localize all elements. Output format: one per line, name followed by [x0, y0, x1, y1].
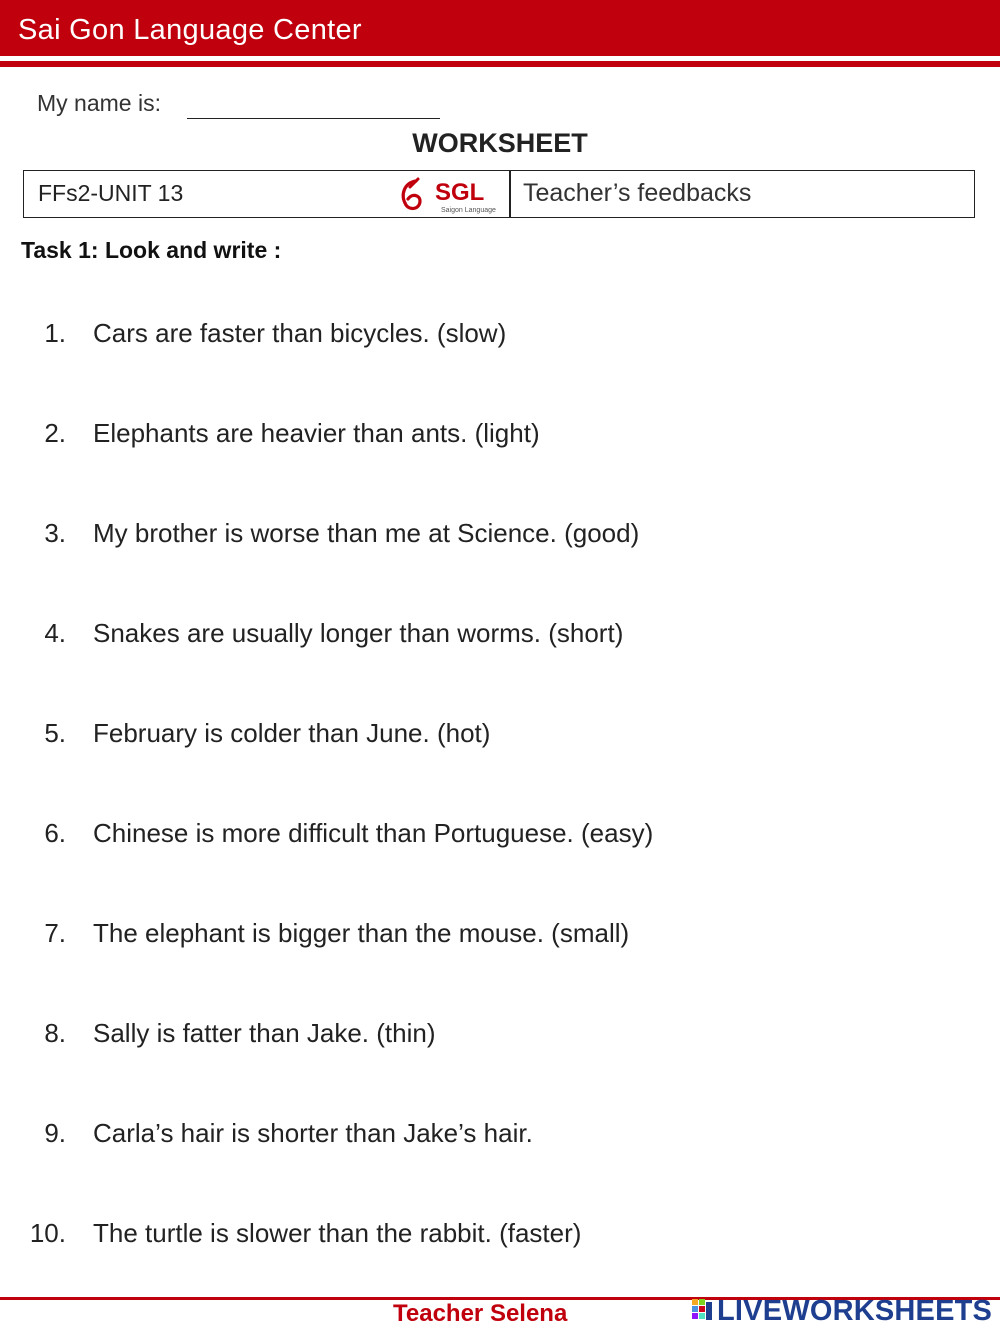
question-text: Cars are faster than bicycles. (slow) — [93, 318, 507, 348]
header-divider — [0, 61, 1000, 67]
question-text: Snakes are usually longer than worms. (short) — [93, 618, 624, 648]
question-number: 9. — [44, 1118, 66, 1148]
question-item — [0, 818, 1000, 918]
sgl-logo — [398, 175, 502, 215]
header-bar — [0, 0, 1000, 56]
unit-code: FFs2-UNIT 13 — [38, 180, 184, 206]
question-number: 2. — [44, 418, 66, 448]
question-number: 8. — [44, 1018, 66, 1048]
header-title: Sai Gon Language Center — [18, 14, 362, 46]
liveworksheets-logo-icon — [692, 1299, 714, 1323]
question-number: 10. — [29, 1218, 66, 1248]
question-text: Carla’s hair is shorter than Jake’s hair. — [93, 1118, 533, 1148]
question-number: 6. — [44, 818, 66, 848]
question-number: 1. — [44, 318, 66, 348]
question-item — [0, 1018, 1000, 1118]
liveworksheets-brand[interactable] — [692, 1295, 992, 1327]
question-item — [0, 918, 1000, 1018]
question-text: My brother is worse than me at Science. (good) — [93, 518, 640, 548]
teacher-name: Teacher Selena — [393, 1300, 568, 1327]
question-number: 7. — [44, 918, 66, 948]
name-blank-line — [187, 118, 440, 119]
question-text: Elephants are heavier than ants. (light) — [93, 418, 540, 448]
question-list — [0, 318, 1000, 1318]
question-number: 5. — [44, 718, 66, 748]
question-text: February is colder than June. (hot) — [93, 718, 491, 748]
logo-subtext: Saigon Language — [441, 207, 496, 214]
question-text: The turtle is slower than the rabbit. (faster) — [93, 1218, 582, 1248]
teacher-feedback-label: Teacher’s feedbacks — [523, 179, 752, 207]
info-table-divider — [509, 171, 511, 217]
question-item — [0, 518, 1000, 618]
worksheet-title: WORKSHEET — [412, 128, 588, 158]
liveworksheets-text: LIVEWORKSHEETS — [717, 1295, 993, 1327]
question-text: Chinese is more difficult than Portuguese. (easy) — [93, 818, 654, 848]
logo-text: SGL — [435, 179, 485, 206]
question-text: The elephant is bigger than the mouse. (small) — [93, 918, 630, 948]
info-table — [23, 170, 975, 218]
question-number: 3. — [44, 518, 66, 548]
question-text: Sally is fatter than Jake. (thin) — [93, 1018, 436, 1048]
question-item — [0, 718, 1000, 818]
question-number: 4. — [44, 618, 66, 648]
question-item — [0, 1118, 1000, 1218]
name-label: My name is: — [37, 90, 161, 116]
task-title: Task 1: Look and write : — [21, 237, 282, 263]
question-item — [0, 418, 1000, 518]
question-item — [0, 618, 1000, 718]
question-item — [0, 318, 1000, 418]
